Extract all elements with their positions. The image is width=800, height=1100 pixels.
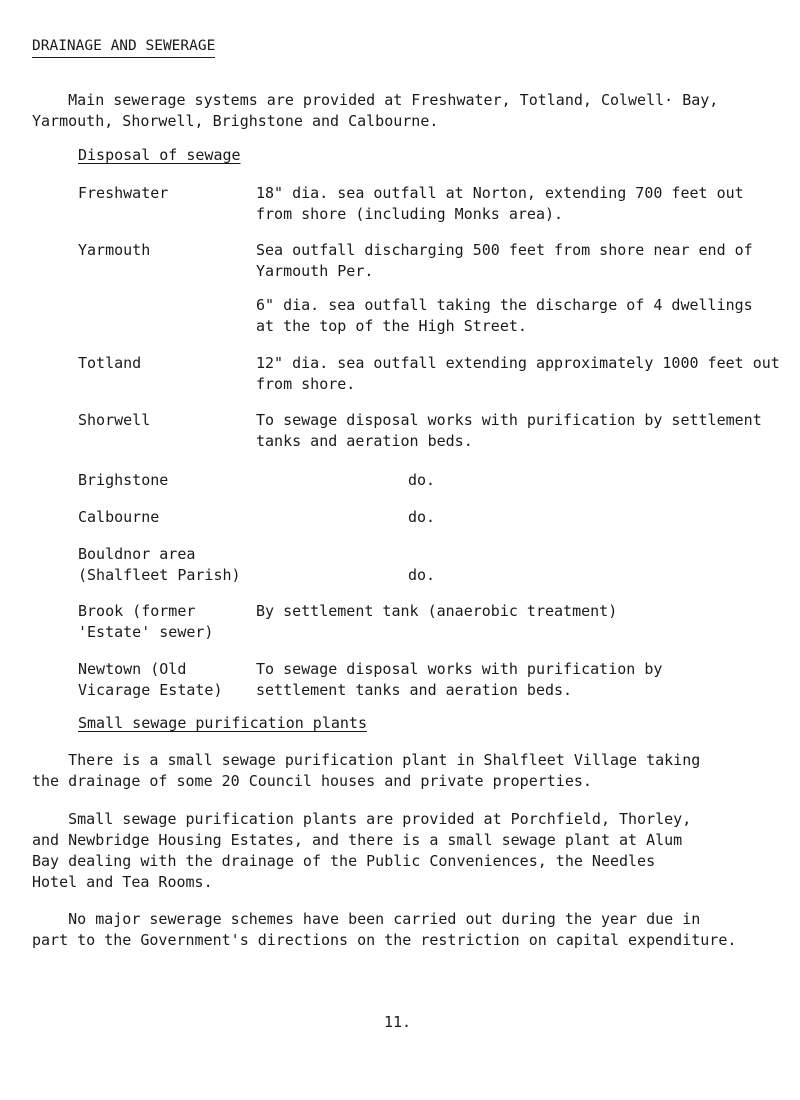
ditto-mark: do. bbox=[408, 508, 436, 526]
entry-desc-line: By settlement tank (anaerobic treatment) bbox=[256, 602, 618, 620]
paragraph-line: Bay dealing with the drainage of the Public Conveniences, the Needles bbox=[32, 852, 656, 870]
place-name: Vicarage Estate) bbox=[78, 681, 223, 699]
page-number: 11. bbox=[384, 1013, 412, 1031]
paragraph-line: part to the Government's directions on the restriction on capital expenditure. bbox=[32, 931, 737, 949]
entry-desc-line: 6" dia. sea outfall taking the discharge of 4 dwellings bbox=[256, 296, 753, 314]
intro-line-2: Yarmouth, Shorwell, Brighstone and Calbourne. bbox=[32, 112, 439, 130]
paragraph-line: the drainage of some 20 Council houses and private properties. bbox=[32, 772, 592, 790]
entry-desc-line: Yarmouth Per. bbox=[256, 262, 374, 280]
page-heading: DRAINAGE AND SEWERAGE bbox=[32, 36, 215, 58]
place-name: 'Estate' sewer) bbox=[78, 623, 214, 641]
intro-line-1: Main sewerage systems are provided at Freshwater, Totland, Colwell· Bay, bbox=[32, 91, 719, 109]
place-name: Freshwater bbox=[78, 184, 169, 202]
entry-desc-line: 18" dia. sea outfall at Norton, extending 700 feet out bbox=[256, 184, 744, 202]
entry-desc-line: To sewage disposal works with purification by settlement bbox=[256, 411, 762, 429]
entry-desc-line: To sewage disposal works with purification by bbox=[256, 660, 663, 678]
paragraph-line: and Newbridge Housing Estates, and there is a small sewage plant at Alum bbox=[32, 831, 683, 849]
entry-desc-line: Sea outfall discharging 500 feet from shore near end of bbox=[256, 241, 753, 259]
place-name: Shorwell bbox=[78, 411, 151, 429]
paragraph-line: No major sewerage schemes have been carried out during the year due in bbox=[32, 910, 701, 928]
place-name: Bouldnor area bbox=[78, 545, 196, 563]
entry-desc-line: 12" dia. sea outfall extending approximately 1000 feet out bbox=[256, 354, 780, 372]
place-name: Brighstone bbox=[78, 471, 169, 489]
ditto-mark: do. bbox=[408, 471, 436, 489]
small-plants-heading: Small sewage purification plants bbox=[78, 714, 367, 732]
place-name: Yarmouth bbox=[78, 241, 151, 259]
entry-desc-line: from shore. bbox=[256, 375, 356, 393]
ditto-mark: do. bbox=[408, 566, 436, 584]
entry-desc-line: at the top of the High Street. bbox=[256, 317, 527, 335]
place-name: Newtown (Old bbox=[78, 660, 187, 678]
place-name: Brook (former bbox=[78, 602, 196, 620]
entry-desc-line: settlement tanks and aeration beds. bbox=[256, 681, 573, 699]
paragraph-line: Hotel and Tea Rooms. bbox=[32, 873, 213, 891]
entry-desc-line: tanks and aeration beds. bbox=[256, 432, 473, 450]
paragraph-line: Small sewage purification plants are provided at Porchfield, Thorley, bbox=[32, 810, 692, 828]
place-name: (Shalfleet Parish) bbox=[78, 566, 241, 584]
place-name: Totland bbox=[78, 354, 142, 372]
place-name: Calbourne bbox=[78, 508, 160, 526]
entry-desc-line: from shore (including Monks area). bbox=[256, 205, 564, 223]
paragraph-line: There is a small sewage purification plant in Shalfleet Village taking bbox=[32, 751, 701, 769]
disposal-heading: Disposal of sewage bbox=[78, 146, 241, 164]
